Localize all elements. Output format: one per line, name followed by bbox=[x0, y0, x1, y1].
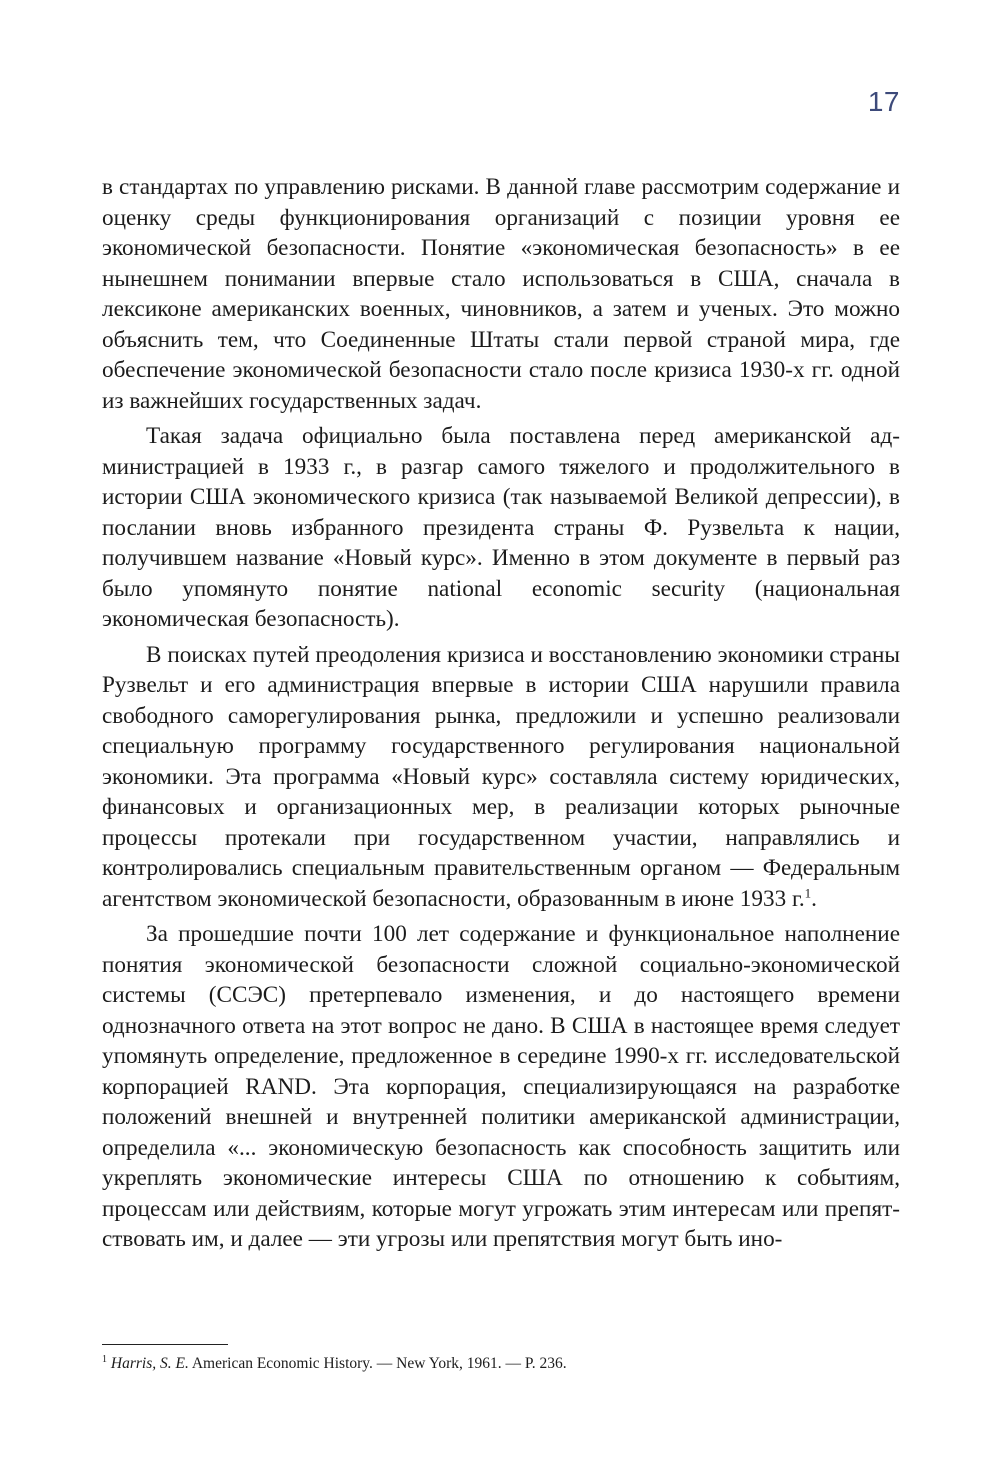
paragraph-3 bbox=[102, 640, 900, 915]
paragraph-3-text: В поисках путей преодоления кризиса и восстановлению экономики страны Рузвельт и его администрация впервые в истории США нарушили правила свободного саморегулирования рынка, предложили и успешно реализовали специальную программу государственного регулирования национальной экономики. Эта программа «Новый курс» составляла систему юридических, финансовых и организационных мер, в реализации которых рыночные процессы протекали при государственном участии, направлялись и контролировались специальным правительственным органом — Федеральным агентством экономической безопасности, образованным в июне 1933 г. bbox=[102, 641, 900, 912]
paragraph-4: За прошедшие почти 100 лет содержание и функциональное наполнение понятия экономической безопасности сложной социально-экономической системы (ССЭС) претерпевало изменения, и до настоящего времени однозначного ответа на этот вопрос не дано. В США в настоящее время следует упомянуть определение, предложенное в середине 1990-х гг. исследовательской корпорацией RAND. Эта корпорация, специализирующаяся на разработке положений внешней и внутренней политики американской администрации, определила «... экономическую безопасность как способность защитить или укреплять экономические интересы США по отношению к событиям, процессам или действиям, которые могут угрожать этим интересам или препятствовать им, и далее — эти угрозы или препятствия могут быть ино- bbox=[102, 921, 900, 1252]
footnote-author: Harris, S. E. bbox=[110, 1355, 189, 1372]
paragraph-1: в стандартах по управлению рисками. В данной главе рассмотрим содержание и оценку среды функционирования организаций с позиции уровня ее экономической безопасности. Понятие «экономическая безопасность» в ее нынешнем понимании впервые стало использоваться в США, сначала в лексиконе американских военных, чиновников, а затем и ученых. Это можно объяснить тем, что Соединенные Штаты стали первой страной мира, где обеспечение экономической безопасности стало после кризиса 1930-х гг. одной из важнейших государственных задач. bbox=[102, 174, 900, 414]
footnote-reference[interactable]: 1 bbox=[804, 884, 812, 900]
paragraph-3-period: . bbox=[811, 885, 817, 912]
footnote-text: American Economic History. — New York, 1961. — P. 236. bbox=[188, 1355, 567, 1372]
footnote-separator bbox=[102, 1344, 228, 1345]
footnote-marker: 1 bbox=[102, 1353, 107, 1365]
main-text bbox=[102, 172, 900, 1260]
footnote bbox=[102, 1354, 900, 1374]
paragraph-2: Такая задача официально была поставлена перед американской администрацией в 1933 г., в разгар самого тяжелого и продолжительного в истории США экономического кризиса (так называемой Великой депрессии), в послании вновь избранного президента страны Ф. Рузвельта к нации, получившем название «Новый курс». Именно в этом документе в первый раз было упомянуто понятие national economic security (национальная экономическая безопасность). bbox=[102, 423, 900, 632]
page-number: 17 bbox=[867, 86, 900, 117]
